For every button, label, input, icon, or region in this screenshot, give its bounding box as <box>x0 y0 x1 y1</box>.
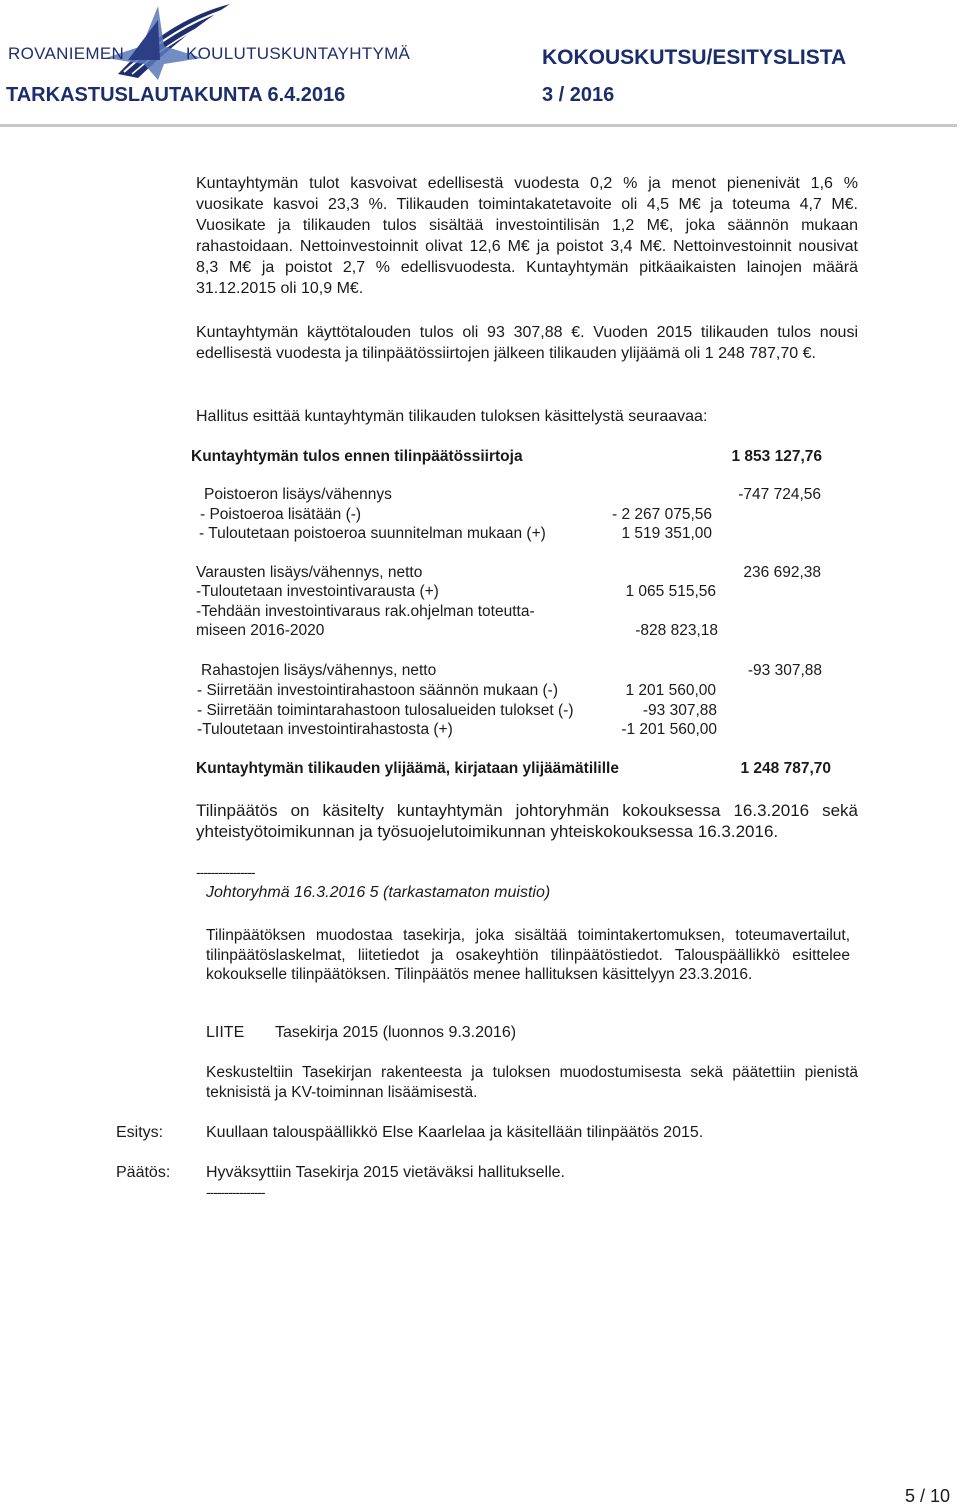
meeting-number: 3 / 2016 <box>542 84 615 106</box>
res-item1-value: 1 065 515,56 <box>625 583 716 600</box>
res-item1-label: -Tuloutetaan investointivarausta (+) <box>196 583 439 600</box>
proposal-text: Kuullaan talouspäällikkö Else Kaarlelaa ja käsitellään tilinpäätös 2015. <box>206 1124 704 1141</box>
proposal-label: Esitys: <box>116 1124 164 1141</box>
res-total: 236 692,38 <box>743 564 821 581</box>
depr-item2-value: 1 519 351,00 <box>621 525 712 542</box>
pre-result-value: 1 853 127,76 <box>731 448 822 465</box>
fund-item2-label: - Siirretään toimintarahastoon tulosalueiden tulokset (-) <box>197 702 574 719</box>
fund-item3-label: -Tuloutetaan investointirahastosta (+) <box>197 721 453 738</box>
org-name-part2: KOULUTUSKUNTAYHTYMÄ <box>186 44 411 63</box>
star-swoosh-logo <box>98 0 238 80</box>
depr-item2-label: - Tuloutetaan poistoeroa suunnitelman mukaan (+) <box>199 525 546 542</box>
pre-result-label: Kuntayhtymän tulos ennen tilinpäätössiirtoja <box>191 448 523 465</box>
intro-paragraph-2 <box>196 322 858 364</box>
surplus-value: 1 248 787,70 <box>740 760 831 777</box>
decision-label: Päätös: <box>116 1164 171 1181</box>
fund-item1-value: 1 201 560,00 <box>625 682 716 699</box>
header-divider <box>0 124 957 127</box>
res-item2-label-line1: -Tehdään investointivaraus rak.ohjelman toteutta- <box>196 603 535 620</box>
review-paragraph <box>196 800 858 842</box>
attachment-text: Tasekirja 2015 (luonnos 9.3.2016) <box>275 1024 517 1041</box>
fund-label: Rahastojen lisäys/vähennys, netto <box>201 662 437 679</box>
separator-top: ---------------- <box>196 864 255 880</box>
surplus-label: Kuntayhtymän tilikauden ylijäämä, kirjataan ylijäämätilille <box>196 760 619 777</box>
minutes-title: Johtoryhmä 16.3.2016 5 (tarkastamaton muistio) <box>206 884 551 901</box>
intro-paragraph-1 <box>196 173 858 299</box>
fund-total: -93 307,88 <box>747 662 822 679</box>
minutes-paragraph-1-text: Tilinpäätöksen muodostaa tasekirja, joka sisältää toimintakertomuksen, toteumavertailut, tilinpäätöslaskelmat, liitetiedot ja osakeyhtiön tilinpäätöstiedot. Talouspäällikkö esittelee kokoukselle tilinpäätöksen. Tilinpäätös menee hallituksen käsittelyyn 23.3.2016. <box>206 927 850 983</box>
res-item2-value: -828 823,18 <box>635 622 718 639</box>
review-paragraph-text: Tilinpäätös on käsitelty kuntayhtymän johtoryhmän kokouksessa 16.3.2016 sekä yhteistyötoimikunnan ja työsuojelutoimikunnan yhteiskokouksessa 16.3.2016. <box>196 801 858 841</box>
res-label: Varausten lisäys/vähennys, netto <box>196 564 423 581</box>
fund-item1-label: - Siirretään investointirahastoon säännön mukaan (-) <box>197 682 558 699</box>
depr-label: Poistoeron lisäys/vähennys <box>204 486 392 503</box>
depr-total: -747 724,56 <box>738 486 821 503</box>
intro-paragraph-1-text: Kuntayhtymän tulot kasvoivat edellisestä vuodesta 0,2 % ja menot pienenivät 1,6 % vuosikate kasvoi 23,3 %. Tilikauden toimintakatetavoite oli 4,5 M€ ja toteuma 4,7 M€. Vuosikate ja tilikauden tulos sisältää investointilisän 1,2 M€, joka säännön mukaan rahastoidaan. Nettoinvestoinnit olivat 12,6 M€ ja poistot 3,4 M€. Nettoinvestoinnit nousivat 8,3 M€ ja poistot 2,7 % edellisvuodesta. Kuntayhtymän pitkäaikaisten lainojen määrä 31.12.2015 oli 10,9 M€. <box>196 175 858 297</box>
committee-title: TARKASTUSLAUTAKUNTA 6.4.2016 <box>6 84 346 106</box>
separator-bottom: ---------------- <box>206 1184 265 1200</box>
depr-item1-label: - Poistoeroa lisätään (-) <box>200 506 362 523</box>
fund-item3-value: -1 201 560,00 <box>621 721 717 738</box>
page-number: 5 / 10 <box>904 1486 950 1506</box>
depr-item1-value: - 2 267 075,56 <box>612 506 712 523</box>
intro-paragraph-3 <box>196 406 858 427</box>
document-type: KOKOUSKUTSU/ESITYSLISTA <box>542 46 847 69</box>
intro-paragraph-3-text: Hallitus esittää kuntayhtymän tilikauden tuloksen käsittelystä seuraavaa: <box>196 408 708 425</box>
decision-text: Hyväksyttiin Tasekirja 2015 vietäväksi hallitukselle. <box>206 1164 565 1181</box>
intro-paragraph-2-text: Kuntayhtymän käyttötalouden tulos oli 93 307,88 €. Vuoden 2015 tilikauden tulos nousi edellisestä vuodesta ja tilinpäätössiirtojen jälkeen tilikauden ylijäämä oli 1 248 787,70 €. <box>196 324 858 362</box>
attachment-label: LIITE <box>206 1024 245 1041</box>
minutes-paragraph-2 <box>206 1063 858 1102</box>
fund-item2-value: -93 307,88 <box>642 702 717 719</box>
minutes-paragraph-1 <box>206 926 850 985</box>
res-item2-label-line2: miseen 2016-2020 <box>196 622 325 639</box>
org-name-part1: ROVANIEMEN <box>8 44 125 63</box>
minutes-paragraph-2-text: Keskusteltiin Tasekirjan rakenteesta ja tuloksen muodostumisesta sekä päätettiin pienistä teknisistä ja KV-toiminnan lisäämisestä. <box>206 1064 858 1101</box>
